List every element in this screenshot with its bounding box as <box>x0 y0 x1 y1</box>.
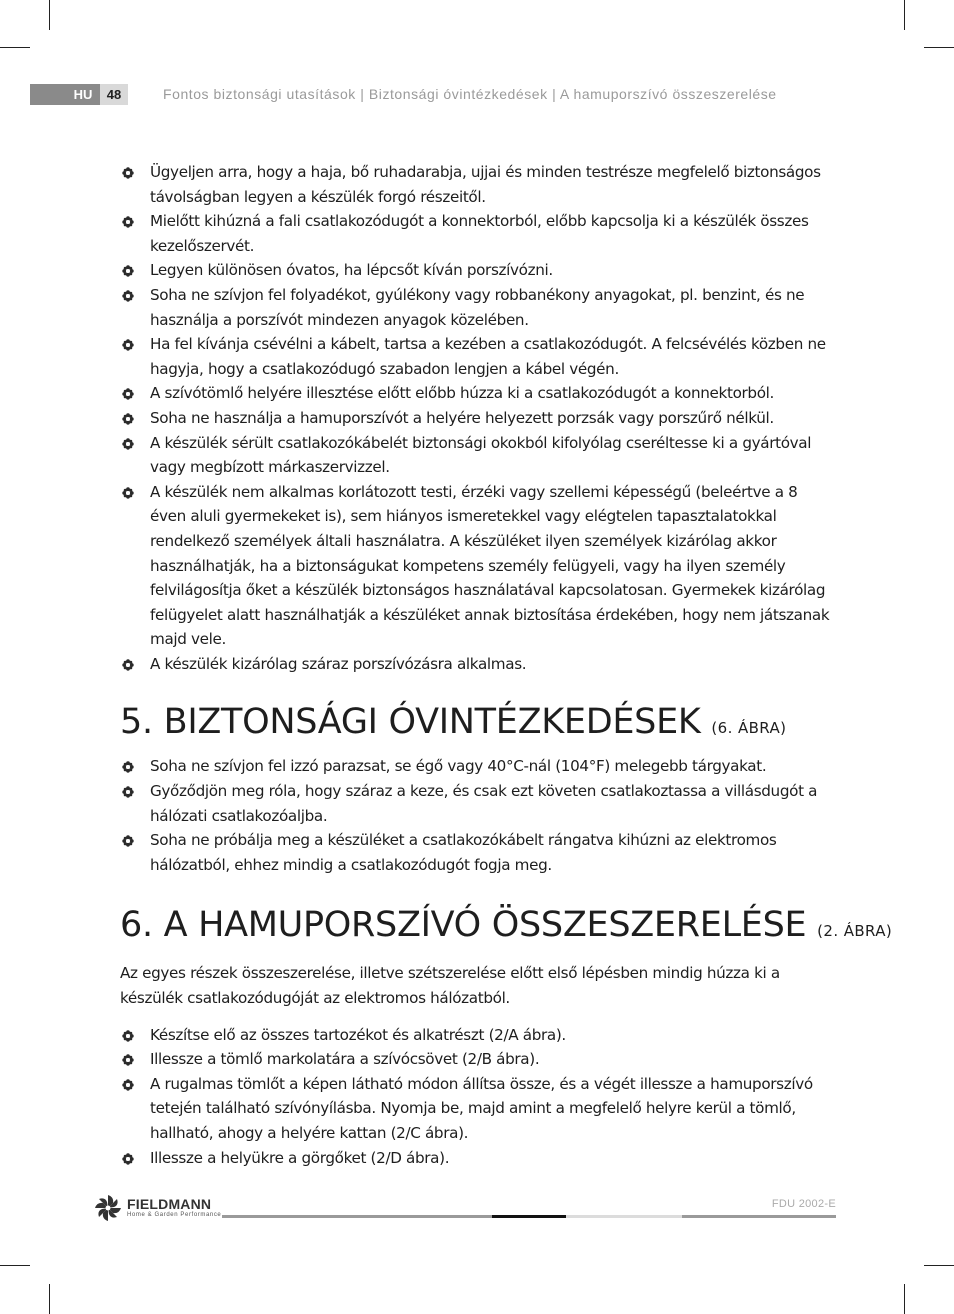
list-item <box>120 406 836 431</box>
breadcrumb: Fontos biztonsági utasítások | Biztonsági óvintézkedések | A hamuporszívó összeszerelése <box>163 86 777 102</box>
flower-bullet-icon <box>122 413 134 425</box>
footer-rule <box>682 1215 836 1218</box>
crop-mark <box>0 1265 30 1266</box>
flower-bullet-icon <box>122 1054 134 1066</box>
list-item <box>120 828 836 877</box>
list-item <box>120 1047 836 1072</box>
crop-mark <box>924 47 954 48</box>
crop-mark <box>0 47 30 48</box>
list-item-text: Soha ne próbálja meg a készüléket a csatlakozókábelt rángatva kihúzni az elektromos hálózatból, ehhez mindig a csatlakozódugót fogja meg. <box>150 831 777 874</box>
section-5-title: 5. BIZTONSÁGI ÓVINTÉZKEDÉSEK <box>120 702 701 743</box>
model-number: FDU 2002-E <box>771 1198 836 1210</box>
list-item <box>120 480 836 652</box>
brand-tagline: Home & Garden Performance <box>127 1212 222 1218</box>
section-6-intro: Az egyes részek összeszerelése, illetve szétszerelése előtt első lépésben mindig húzza ki a készülék csatlakozódugóját az elektromos hálózatból. <box>120 964 780 1008</box>
flower-bullet-icon <box>122 1153 134 1165</box>
flower-bullet-icon <box>122 1079 134 1091</box>
list-item-text: Soha ne használja a hamuporszívót a helyére helyezett porzsák vagy porszűrő nélkül. <box>150 408 774 427</box>
list-item <box>120 381 836 406</box>
flower-bullet-icon <box>122 487 134 499</box>
footer-rule <box>222 1215 492 1218</box>
list-item <box>120 754 836 779</box>
flower-bullet-icon <box>122 786 134 798</box>
section-5-heading <box>120 700 836 750</box>
fieldmann-logo-icon <box>93 1193 123 1223</box>
list-item <box>120 652 836 677</box>
flower-bullet-icon <box>122 388 134 400</box>
list-item <box>120 258 836 283</box>
list-item <box>120 1023 836 1048</box>
list-item-text: Legyen különösen óvatos, ha lépcsőt kíván porszívózni. <box>150 261 553 280</box>
section-5-figure-ref: (6. ÁBRA) <box>711 719 787 738</box>
flower-bullet-icon <box>122 216 134 228</box>
list-item-text: Ha fel kívánja csévélni a kábelt, tartsa a kezében a csatlakozódugót. A felcsévélés közben ne hagyja, hogy a csatlakozódugó szabadon lengjen a kábel végén. <box>150 335 826 378</box>
list-item-text: Illessze a helyükre a görgőket (2/D ábra). <box>150 1148 450 1167</box>
crop-mark <box>49 0 50 30</box>
flower-bullet-icon <box>122 290 134 302</box>
crop-mark <box>49 1284 50 1314</box>
list-item-text: Illessze a tömlő markolatára a szívócsövet (2/B ábra). <box>150 1050 540 1069</box>
list-item-text: A rugalmas tömlőt a képen látható módon állítsa össze, és a végét illessze a hamuporszívó tetején található szívónyílásba. Nyomja be, majd amint a megfelelő helyre kerül a tömlő, hallható, ahogy a helyére kattan (2/C ábra). <box>150 1074 813 1142</box>
flower-bullet-icon <box>122 339 134 351</box>
list-item <box>120 779 836 828</box>
list-item <box>120 209 836 258</box>
precautions-list <box>120 754 836 877</box>
flower-bullet-icon <box>122 835 134 847</box>
assembly-list <box>120 1023 836 1171</box>
flower-bullet-icon <box>122 1030 134 1042</box>
flower-bullet-icon <box>122 167 134 179</box>
list-item <box>120 1072 836 1146</box>
list-item <box>120 332 836 381</box>
list-item-text: A készülék sérült csatlakozókábelét biztonsági okokból kifolyólag cseréltesse ki a gyártóval vagy megbízott márkaszervizzel. <box>150 433 812 477</box>
section-6-title: 6. A HAMUPORSZÍVÓ ÖSSZESZERELÉSE <box>120 905 807 946</box>
section-6-heading <box>120 903 893 953</box>
section-6-figure-ref: (2. ÁBRA) <box>817 922 893 941</box>
list-item-text: Ügyeljen arra, hogy a haja, bő ruhadarabja, ujjai és minden testrésze megfelelő biztonságos távolságban legyen a készülék forgó részeitől. <box>150 163 821 206</box>
list-item-text: Soha ne szívjon fel folyadékot, gyúlékony vagy robbanékony anyagokat, pl. benzint, és ne használja a porszívót mindezen anyagok közelében. <box>150 285 805 329</box>
list-item-text: Készítse elő az összes tartozékot és alkatrészt (2/A ábra). <box>150 1025 566 1044</box>
safety-list <box>120 160 836 676</box>
flower-bullet-icon <box>122 265 134 277</box>
footer-rule <box>492 1215 566 1218</box>
flower-bullet-icon <box>122 659 134 671</box>
main-content <box>120 160 893 1170</box>
list-item-text: Mielőtt kihúzná a fali csatlakozódugót a konnektorból, előbb kapcsolja ki a készülék összes kezelőszervét. <box>150 212 809 255</box>
language-code: HU <box>73 87 93 102</box>
flower-bullet-icon <box>122 761 134 773</box>
list-item <box>120 283 836 332</box>
page-number: 48 <box>100 84 128 105</box>
crop-mark <box>904 0 905 30</box>
list-item <box>120 1146 836 1171</box>
footer-rule <box>566 1215 682 1218</box>
crop-mark <box>924 1265 954 1266</box>
list-item-text: A készülék nem alkalmas korlátozott testi, érzéki vagy szellemi képességű (beleértve a 8 éven aluli gyermekeket is), sem hiányos ismeretekkel vagy elégtelen tapasztalatokkal rendelkező személyek általi használatra. A készüléket ilyen személyek kizárólag akkor használhatják, ha a biztonságukat kompetens személy felügyeli, vagy ha ilyen személy felvilágosítja őket a készülék biztonságos használatával kapcsolatosan. Gyermekek kizárólag felügyelet alatt használhatják a készüléket annak biztosítása érdekében, hogy nem játszanak majd vele. <box>150 482 830 649</box>
list-item <box>120 431 836 480</box>
crop-mark <box>904 1284 905 1314</box>
list-item-text: A készülék kizárólag száraz porszívózásra alkalmas. <box>150 654 527 673</box>
flower-bullet-icon <box>122 438 134 450</box>
list-item-text: A szívótömlő helyére illesztése előtt előbb húzza ki a csatlakozódugót a konnektorból. <box>150 384 775 403</box>
brand-name: FIELDMANN <box>127 1196 212 1212</box>
list-item-text: Győződjön meg róla, hogy száraz a keze, és csak ezt követen csatlakoztassa a villásdugót a hálózati csatlakozóaljba. <box>150 782 818 825</box>
list-item-text: Soha ne szívjon fel izzó parazsat, se égő vagy 40°C-nál (104°F) melegebb tárgyakat. <box>150 757 767 776</box>
list-item <box>120 160 836 209</box>
